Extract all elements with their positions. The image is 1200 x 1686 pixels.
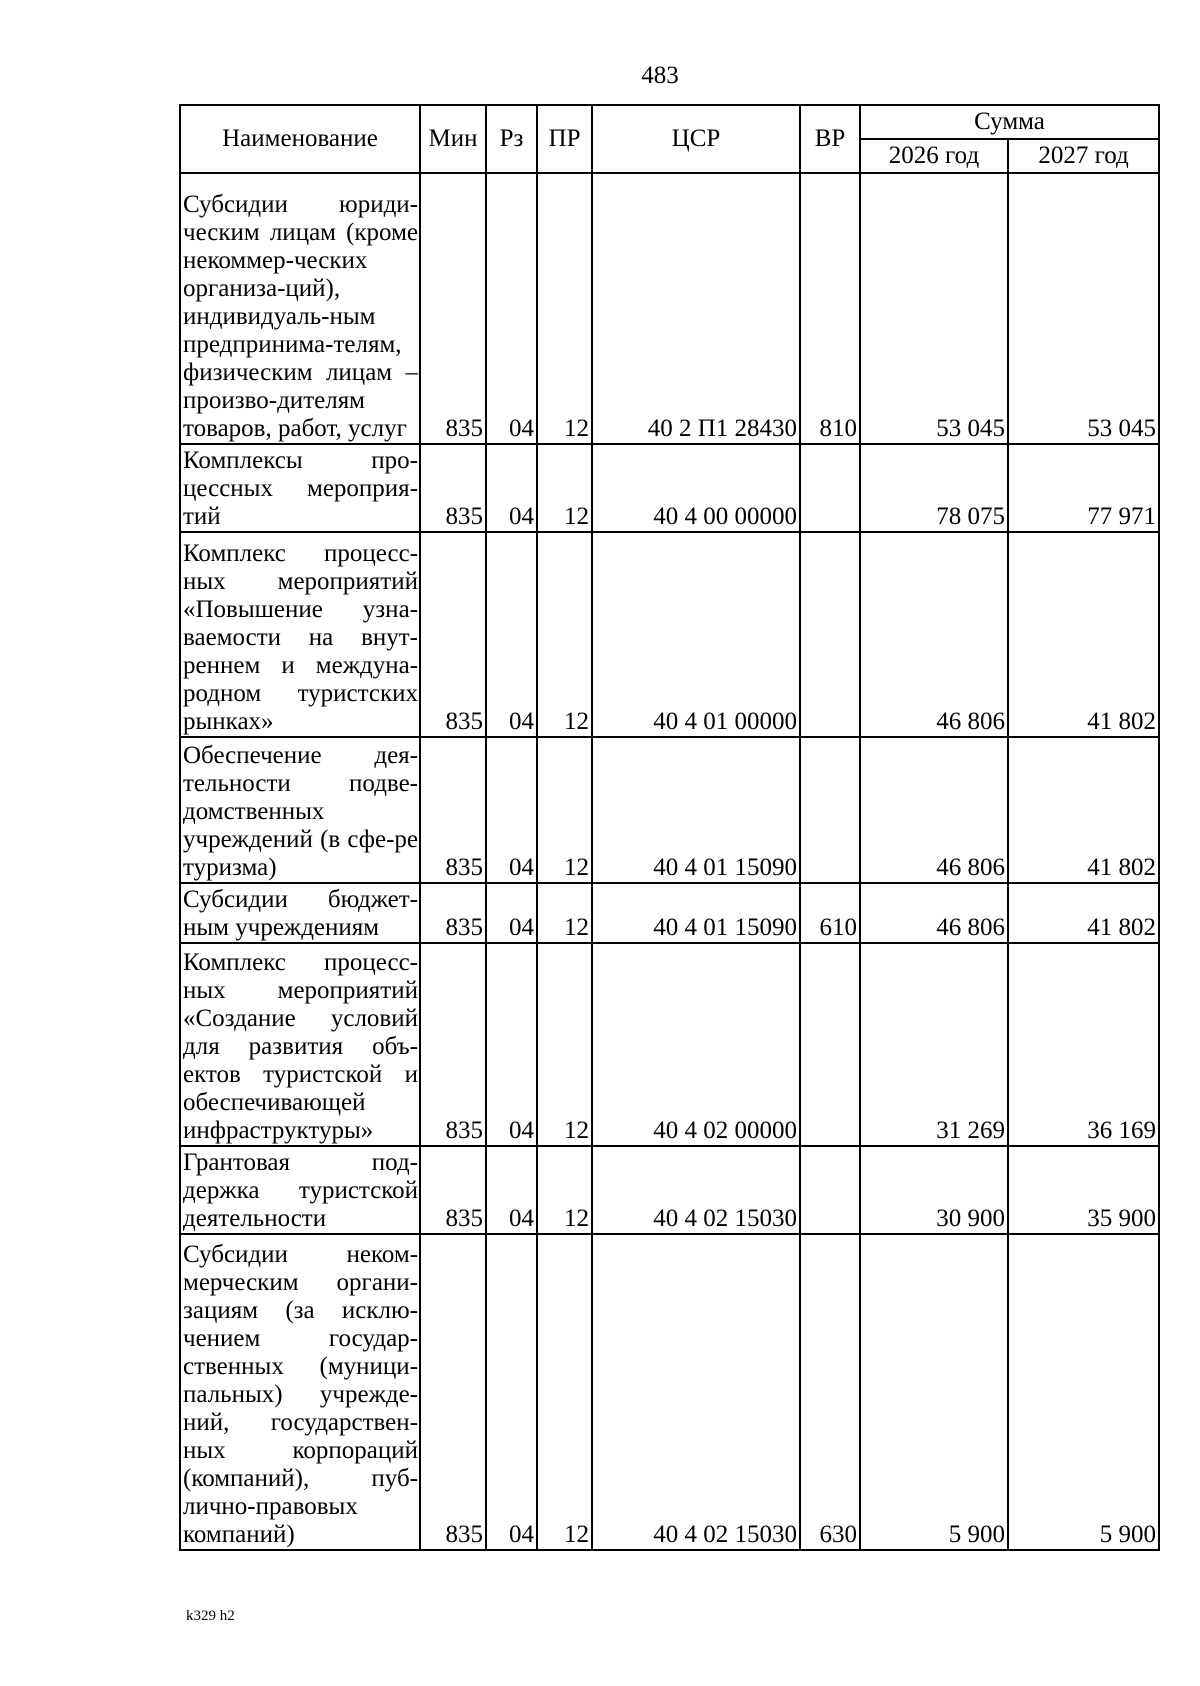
row-vr: 610 bbox=[800, 883, 860, 943]
row-sum-2026: 46 806 bbox=[860, 737, 1008, 883]
row-csr: 40 4 02 15030 bbox=[592, 1234, 800, 1550]
budget-table bbox=[179, 104, 1160, 1551]
row-min: 835 bbox=[420, 173, 486, 444]
row-sum-2026: 46 806 bbox=[860, 883, 1008, 943]
table-row bbox=[180, 532, 1159, 737]
row-rz: 04 bbox=[486, 532, 537, 737]
row-min: 835 bbox=[420, 883, 486, 943]
row-min: 835 bbox=[420, 1146, 486, 1234]
row-sum-2027: 53 045 bbox=[1008, 173, 1159, 444]
row-pr: 12 bbox=[537, 444, 592, 532]
row-vr bbox=[800, 943, 860, 1146]
row-rz: 04 bbox=[486, 737, 537, 883]
row-pr: 12 bbox=[537, 1146, 592, 1234]
row-vr: 810 bbox=[800, 173, 860, 444]
table-row bbox=[180, 444, 1159, 532]
row-sum-2027: 5 900 bbox=[1008, 1234, 1159, 1550]
row-rz: 04 bbox=[486, 173, 537, 444]
row-pr: 12 bbox=[537, 943, 592, 1146]
row-vr bbox=[800, 532, 860, 737]
row-pr: 12 bbox=[537, 883, 592, 943]
row-rz: 04 bbox=[486, 943, 537, 1146]
row-rz: 04 bbox=[486, 883, 537, 943]
row-csr: 40 4 01 15090 bbox=[592, 737, 800, 883]
row-pr: 12 bbox=[537, 1234, 592, 1550]
row-rz: 04 bbox=[486, 1234, 537, 1550]
row-rz: 04 bbox=[486, 1146, 537, 1234]
row-sum-2026: 31 269 bbox=[860, 943, 1008, 1146]
header-rz: Рз bbox=[486, 105, 537, 173]
table-row bbox=[180, 883, 1159, 943]
row-csr: 40 4 01 15090 bbox=[592, 883, 800, 943]
row-name: Субсидии неком-мерческим органи-зациям (за исклю-чением государ-ственных (муници-пальных) учрежде-ний, государствен-ных корпораций (компаний), пуб-лично-правовых компаний) bbox=[180, 1234, 420, 1550]
row-name: Обеспечение дея-тельности подве-домственных учреждений (в сфе-ре туризма) bbox=[180, 737, 420, 883]
row-sum-2026: 53 045 bbox=[860, 173, 1008, 444]
row-name: Субсидии бюджет-ным учреждениям bbox=[180, 883, 420, 943]
header-name: Наименование bbox=[180, 105, 420, 173]
table-row bbox=[180, 173, 1159, 444]
row-sum-2026: 30 900 bbox=[860, 1146, 1008, 1234]
header-sum: Сумма bbox=[860, 105, 1159, 139]
table-row bbox=[180, 1146, 1159, 1234]
row-sum-2027: 36 169 bbox=[1008, 943, 1159, 1146]
header-pr: ПР bbox=[537, 105, 592, 173]
row-name: Комплекс процесс-ных мероприятий «Создание условий для развития объ-ектов туристской и обеспечивающей инфраструктуры» bbox=[180, 943, 420, 1146]
row-rz: 04 bbox=[486, 444, 537, 532]
row-sum-2027: 41 802 bbox=[1008, 532, 1159, 737]
row-min: 835 bbox=[420, 943, 486, 1146]
row-sum-2026: 78 075 bbox=[860, 444, 1008, 532]
row-csr: 40 2 П1 28430 bbox=[592, 173, 800, 444]
row-min: 835 bbox=[420, 1234, 486, 1550]
row-vr bbox=[800, 444, 860, 532]
table-body bbox=[180, 173, 1159, 1550]
footer-document-code: k329 h2 bbox=[186, 1608, 235, 1624]
header-min: Мин bbox=[420, 105, 486, 173]
row-sum-2027: 35 900 bbox=[1008, 1146, 1159, 1234]
row-min: 835 bbox=[420, 737, 486, 883]
header-vr: ВР bbox=[800, 105, 860, 173]
row-name: Комплекс процесс-ных мероприятий «Повышение узна-ваемости на внут-реннем и междуна-родном туристских рынках» bbox=[180, 532, 420, 737]
row-name: Грантовая под-держка туристской деятельности bbox=[180, 1146, 420, 1234]
row-min: 835 bbox=[420, 444, 486, 532]
table-row bbox=[180, 737, 1159, 883]
row-pr: 12 bbox=[537, 532, 592, 737]
row-sum-2027: 41 802 bbox=[1008, 737, 1159, 883]
row-pr: 12 bbox=[537, 173, 592, 444]
row-vr bbox=[800, 737, 860, 883]
table-header bbox=[180, 105, 1159, 173]
table-row bbox=[180, 1234, 1159, 1550]
header-year-2026: 2026 год bbox=[860, 139, 1008, 173]
page-number: 483 bbox=[641, 62, 679, 89]
header-csr: ЦСР bbox=[592, 105, 800, 173]
row-pr: 12 bbox=[537, 737, 592, 883]
row-name: Субсидии юриди-ческим лицам (кроме некоммер-ческих организа-ций), индивидуаль-ным предпринима-телям, физическим лицам – произво-дителям товаров, работ, услуг bbox=[180, 173, 420, 444]
row-sum-2027: 77 971 bbox=[1008, 444, 1159, 532]
header-year-2027: 2027 год bbox=[1008, 139, 1159, 173]
row-csr: 40 4 02 15030 bbox=[592, 1146, 800, 1234]
row-sum-2026: 5 900 bbox=[860, 1234, 1008, 1550]
row-name: Комплексы про-цессных мероприя-тий bbox=[180, 444, 420, 532]
row-csr: 40 4 01 00000 bbox=[592, 532, 800, 737]
row-sum-2026: 46 806 bbox=[860, 532, 1008, 737]
row-csr: 40 4 00 00000 bbox=[592, 444, 800, 532]
table-row bbox=[180, 943, 1159, 1146]
row-sum-2027: 41 802 bbox=[1008, 883, 1159, 943]
row-csr: 40 4 02 00000 bbox=[592, 943, 800, 1146]
row-vr bbox=[800, 1146, 860, 1234]
row-min: 835 bbox=[420, 532, 486, 737]
row-vr: 630 bbox=[800, 1234, 860, 1550]
